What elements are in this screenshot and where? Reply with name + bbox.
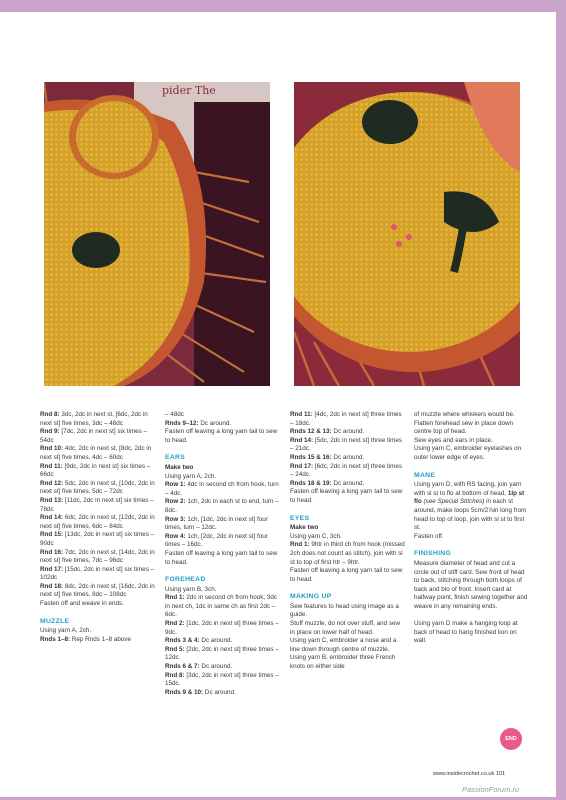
making-up-step-2: Stuff muzzle, do not over stuff, and sew in place on lower half of head. (290, 620, 401, 636)
making-up-step-4: Using yarn B, embroider three French knots on either side (290, 654, 396, 671)
pattern-column-4 (414, 411, 530, 646)
right-border-band (556, 0, 566, 800)
fasten-off-text: Fasten off and weave in ends. (40, 600, 124, 608)
making-up-cont-1: of muzzle where whiskers would be. (414, 411, 515, 418)
ears-fasten-text: Fasten off leaving a long yarn tail to sew to head. (165, 549, 278, 566)
pattern-row: Rnd 8: [3dc, 2dc in next st] three times – 15dc. (165, 671, 279, 688)
forehead-rounds-cont-list (290, 411, 406, 488)
ears-heading: EARS (165, 454, 186, 462)
pattern-column-3 (290, 411, 406, 672)
watermark-text: PassionForum.ru (462, 785, 520, 794)
pattern-row: Rnd 14: [5dc, 2dc in next st] three times – 21dc. (290, 436, 402, 453)
background-book-text: pider The (162, 84, 216, 97)
pattern-row: Row 3: 1ch, [1dc, 2dc in next st] four times, turn – 12dc. (165, 515, 268, 532)
mane-fasten-text: Fasten off. (414, 532, 444, 540)
pattern-column-1 (40, 411, 156, 644)
forehead-rounds-list (165, 594, 281, 697)
finishing-step-2: Using yarn D make a hanging loop at back of head to hang finished lion on wall. (414, 620, 518, 645)
pattern-row: Rnd 9: [7dc, 2dc in next st] six times – 54dc (40, 428, 148, 444)
pattern-row: Rnd 2: [1dc, 2dc in next st] three times – 9dc. (165, 620, 279, 636)
top-border-band (0, 0, 566, 12)
forehead-fasten-text: Fasten off leaving a long yarn tail to sew to head. (290, 488, 403, 504)
forehead-yarn-text: Using yarn B, 3ch. (165, 585, 217, 593)
muzzle-yarn-text: Using yarn A, 2ch. (40, 627, 92, 635)
forehead-heading: FOREHEAD (165, 576, 206, 584)
eyes-fasten-text: Fasten off leaving a long yarn tail to sew to head. (290, 567, 403, 583)
muzzle-round: Rnds 1–8: Rep Rnds 1–8 above (40, 635, 132, 643)
lion-photo-left (44, 82, 270, 386)
pattern-row: Rnd 5: [2dc, 2dc in next st] three times – 12dc. (165, 645, 279, 662)
pattern-row: Row 1: 4dc in second ch from hook, turn – 4dc. (165, 481, 279, 497)
pattern-row: Rnd 14: 6dc, 2dc in next st, [12dc, 2dc in next st] five times, 6dc – 84dc (40, 514, 155, 530)
pattern-row: Rnd 11: [9dc, 2dc in next st] six times – 66dc (40, 462, 151, 479)
pattern-row: Rnd 16: 7dc, 2dc in next st, [14dc, 2dc in next st] five times, 7dc – 96dc (40, 548, 155, 565)
muzzle-fasten-text: Fasten off leaving a long yarn tail to sew to head. (165, 428, 278, 444)
making-up-cont-3: Sew eyes and ears in place. (414, 436, 493, 444)
pattern-row: Rnd 15: [13dc, 2dc in next st] six times – 90dc (40, 531, 155, 547)
ears-yarn-text: Using yarn A, 2ch. (165, 472, 217, 480)
pattern-row: Rnd 12: 5dc, 2dc in next st, [10dc, 2dc in next st] five times, 5dc – 72dc (40, 479, 155, 496)
pattern-row: Rnd 18: 8dc, 2dc in next st, [16dc, 2dc in next st] five times, 8dc – 108dc (40, 582, 155, 599)
mane-heading: MANE (414, 471, 436, 479)
pattern-row: Rnd 11: [4dc, 2dc in next st] three times – 18dc. (290, 411, 402, 427)
ears-subheading: Make two (165, 463, 194, 471)
eyes-subheading: Make two (290, 524, 319, 532)
eyes-heading: EYES (290, 514, 310, 522)
pattern-row: Rnd 10: 4dc, 2dc in next st, [8dc, 2dc in next st] five times, 4dc – 60dc (40, 445, 152, 461)
pattern-row: Rnds 18 & 19: Dc around. (290, 479, 365, 487)
muzzle-heading: MUZZLE (40, 617, 70, 625)
eyes-round: Rnd 1: 9htr in third ch from hook (missed 2ch does not count as stitch), join with sl st to top of first htr – 9htr. (290, 541, 405, 566)
pattern-row: Row 2: 1ch, 2dc in each st to end, turn – 8dc. (165, 498, 279, 514)
pattern-row: Rnds 12 & 13: Dc around. (290, 428, 365, 436)
page-footer-url: www.insidecrochet.co.uk 101 (433, 771, 506, 777)
pattern-row: Rnds 15 & 16: Dc around. (290, 453, 365, 461)
eyes-yarn-text: Using yarn C, 3ch. (290, 532, 342, 540)
pattern-row: Rnds 9 & 10: Dc around. (165, 688, 236, 696)
pattern-row: Rnds 3 & 4: Dc around. (165, 637, 233, 645)
making-up-heading: MAKING UP (290, 593, 332, 601)
head-rounds-list (40, 411, 156, 600)
pattern-row: Rnd 17: [6dc, 2dc in next st] three times – 24dc. (290, 462, 402, 479)
pattern-row: Row 4: 1ch, [2dc, 2dc in next st] four times – 16dc. (165, 532, 268, 549)
making-up-step-1: Sew features to head using image as a guide. (290, 602, 399, 619)
mane-text: Using yarn D, with RS facing, join yarn with sl st to flo at bottom of head, 1lp st flo (see Special Stitches) in each st around, make loops 5cm/2⅞in long from head to top of loop, join with sl st to first st. (414, 481, 527, 532)
end-badge: END (500, 728, 522, 750)
making-up-cont-4: Using yarn C, embroider eyelashes on outer lower edge of eyes. (414, 445, 522, 461)
pattern-row: Rnd 8: 3dc, 2dc in next st, [6dc, 2dc in next st] five times, 3dc – 48dc (40, 411, 148, 427)
ears-rows-list (165, 481, 281, 550)
muzzle-round-9-12: Rnds 9–12: Dc around. (165, 419, 232, 427)
pattern-row: Rnd 17: [15dc, 2dc in next st] six times – 102dc (40, 565, 155, 582)
pattern-row: Rnds 6 & 7: Dc around. (165, 663, 233, 671)
finishing-step-1: Measure diameter of head and cut a circle out of stiff card. Sew front of head to back, stitching through both loops of back and blo of front. Insert card at halfway point, finish sewing together and weave in any remaining ends. (414, 559, 528, 610)
muzzle-total: – 48dc (165, 411, 184, 418)
pattern-row: Rnd 13: [11dc, 2dc in next st] six times – 78dc (40, 496, 154, 513)
finishing-heading: FINISHING (414, 550, 452, 558)
lion-photo-right (294, 82, 520, 386)
pattern-row: Rnd 1: 2dc in second ch from hook, 3dc in next ch, 1dc in same ch as first 2dc – 6dc. (165, 594, 277, 619)
making-up-step-3: Using yarn C, embroider a nose and a line down through centre of muzzle. (290, 637, 397, 653)
making-up-cont-2: Flatten forehead sew in place down centre top of head. (414, 419, 514, 436)
pattern-column-2 (165, 411, 281, 697)
